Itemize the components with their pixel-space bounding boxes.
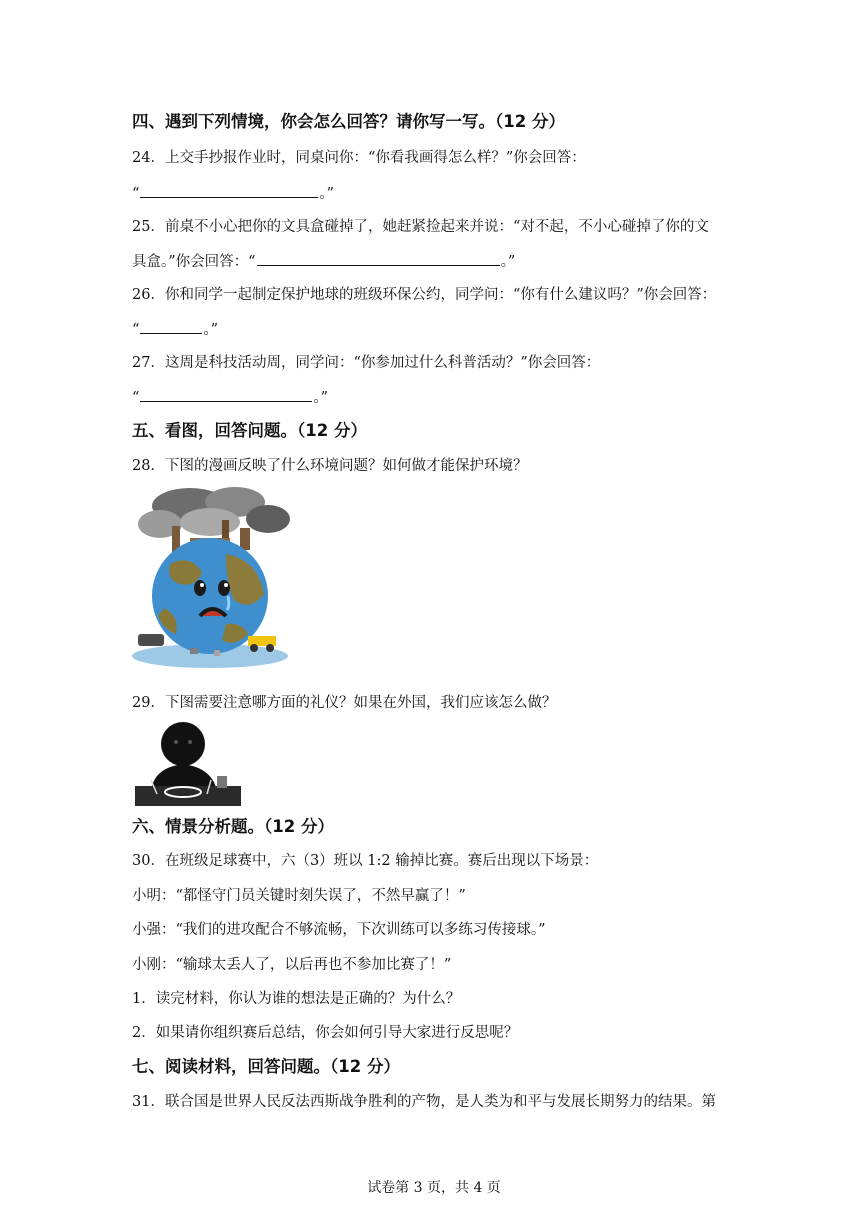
question-25: 25．前桌不小心把你的文具盒碰掉了，她赶紧捡起来并说：“对不起，不小心碰掉了你的文 [132, 219, 709, 235]
sub-question-2: 2．如果请你组织赛后总结，你会如何引导大家进行反思呢？ [132, 1025, 519, 1041]
question-26: 26．你和同学一起制定保护地球的班级环保公约，同学问：“你有什么建议吗？”你会回答： [132, 287, 717, 303]
child-eating-silhouette [133, 720, 243, 808]
section-5-heading: 五、看图，回答问题。（12 分） [132, 421, 367, 440]
question-28: 28．下图的漫画反映了什么环境问题？如何做才能保护环境？ [132, 458, 528, 474]
polluted-earth-cartoon [130, 484, 295, 670]
question-27: 27．这周是科技活动周，同学问：“你参加过什么科普活动？”你会回答： [132, 355, 601, 371]
answer-26-line[interactable]: “ 。” [132, 319, 218, 340]
answer-25-line[interactable]: 具盒。”你会回答：“ 。” [132, 251, 515, 272]
scenario-xiaogang: 小刚：“输球太丢人了，以后再也不参加比赛了！” [132, 957, 452, 973]
question-29: 29．下图需要注意哪方面的礼仪？如果在外国，我们应该怎么做？ [132, 695, 557, 711]
answer-24-blank[interactable] [140, 183, 318, 198]
answer-27-blank[interactable] [140, 387, 312, 402]
question-24: 24．上交手抄报作业时，同桌问你：“你看我画得怎么样？”你会回答： [132, 150, 586, 166]
answer-27-line[interactable]: “ 。” [132, 387, 328, 408]
answer-26-blank[interactable] [140, 319, 202, 334]
scenario-xiaoming: 小明：“都怪守门员关键时刻失误了，不然早赢了！” [132, 888, 466, 904]
section-6-heading: 六、情景分析题。（12 分） [132, 817, 334, 836]
scenario-xiaoqiang: 小强：“我们的进攻配合不够流畅，下次训练可以多练习传接球。” [132, 922, 546, 938]
question-31: 31．联合国是世界人民反法西斯战争胜利的产物，是人类为和平与发展长期努力的结果。第 [132, 1094, 716, 1110]
page-footer: 试卷第 3 页，共 4 页 [367, 1180, 501, 1196]
answer-25-blank[interactable] [257, 251, 500, 266]
sub-question-1: 1．读完材料，你认为谁的想法是正确的？为什么？ [132, 991, 461, 1007]
section-4-heading: 四、遇到下列情境，你会怎么回答？请你写一写。（12 分） [132, 112, 565, 131]
answer-24-line[interactable]: “ 。” [132, 183, 334, 204]
question-30: 30．在班级足球赛中，六（3）班以 1:2 输掉比赛。赛后出现以下场景： [132, 853, 599, 869]
section-7-heading: 七、阅读材料，回答问题。（12 分） [132, 1057, 400, 1076]
